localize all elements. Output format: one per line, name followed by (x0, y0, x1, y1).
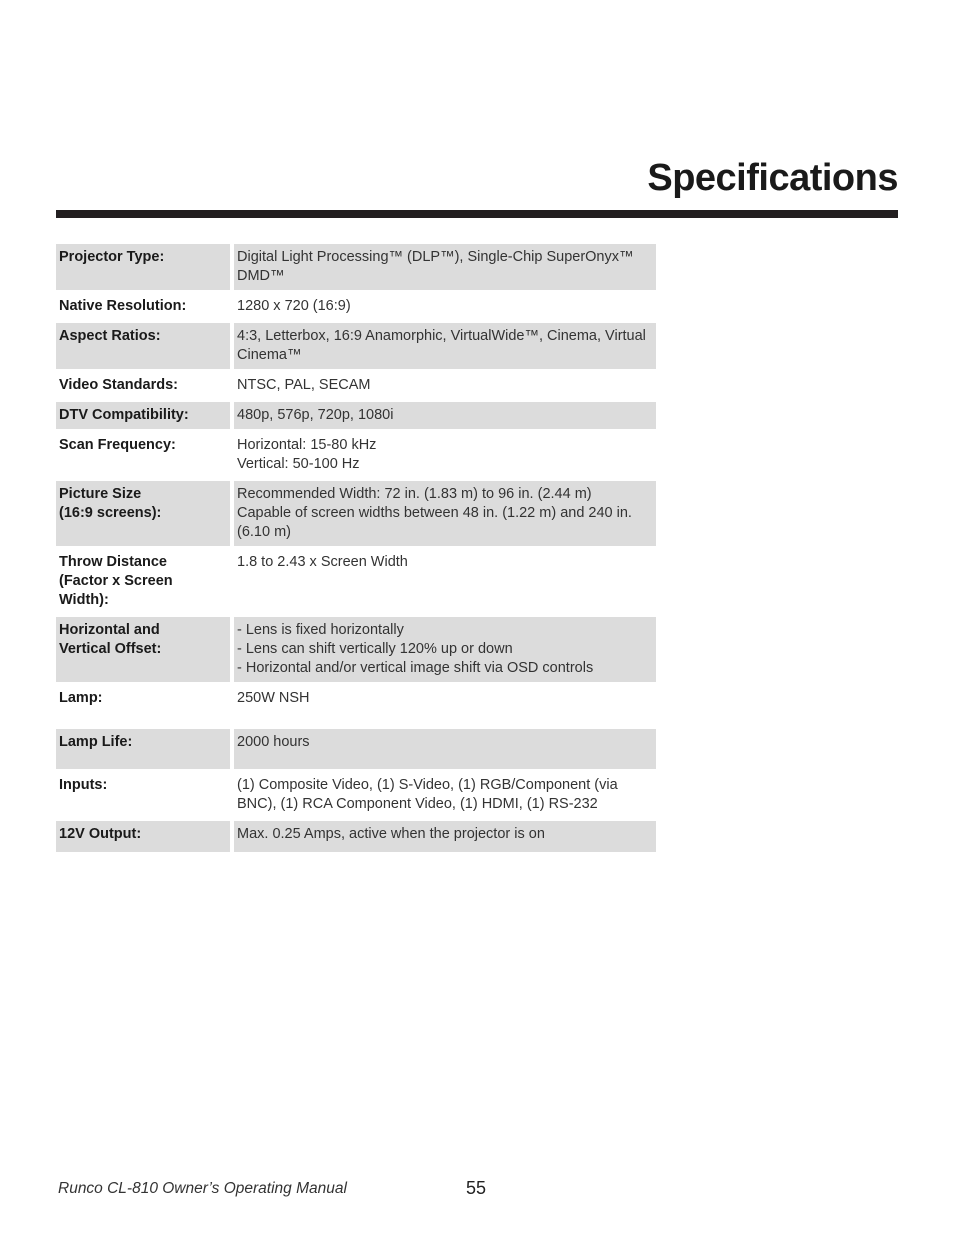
page-number: 55 (466, 1178, 487, 1198)
spec-label-line: (Factor x Screen (59, 573, 173, 589)
spec-value-line: - Lens is fixed horizontally (237, 622, 404, 638)
spec-label (56, 685, 230, 726)
spec-value (234, 729, 656, 769)
title-rule (56, 210, 898, 218)
spec-row-lamp-life (56, 729, 656, 772)
spec-label (56, 323, 230, 369)
spec-value (234, 685, 656, 726)
spec-row-inputs (56, 772, 656, 821)
spec-label (56, 402, 230, 429)
spec-label (56, 821, 230, 852)
spec-label (56, 372, 230, 399)
spec-label-line: Video Standards: (59, 377, 178, 393)
spec-label-line: 12V Output: (59, 826, 142, 842)
spec-value-line: Vertical: 50-100 Hz (237, 456, 360, 472)
spec-value-line: - Horizontal and/or vertical image shift via OSD controls (237, 660, 594, 676)
spec-table (56, 244, 656, 855)
spec-value (234, 402, 656, 429)
spec-value-line: (1) Composite Video, (1) S-Video, (1) RGB/Component (via BNC), (1) RCA Component Video, (1) HDMI, (1) RS-232 (237, 777, 618, 812)
spec-row-offset (56, 617, 656, 685)
spec-label (56, 244, 230, 290)
spec-label-line: Throw Distance (59, 554, 167, 570)
spec-value-line: 4:3, Letterbox, 16:9 Anamorphic, VirtualWide™, Cinema, Virtual Cinema™ (237, 328, 646, 363)
spec-value (234, 772, 656, 818)
spec-label-line: Vertical Offset: (59, 641, 162, 657)
page-title: Specifications (647, 157, 898, 199)
spec-label (56, 293, 230, 320)
spec-label-line: Horizontal and (59, 622, 160, 638)
spec-value-line: 1.8 to 2.43 x Screen Width (237, 554, 408, 570)
spec-value-line: Digital Light Processing™ (DLP™), Single-Chip SuperOnyx™ DMD™ (237, 249, 634, 284)
spec-label-line: Lamp Life: (59, 734, 133, 750)
spec-row-12v-output (56, 821, 656, 855)
spec-value (234, 372, 656, 399)
spec-label-line: Lamp: (59, 690, 103, 706)
spec-row-picture-size (56, 481, 656, 549)
spec-value (234, 293, 656, 320)
spec-row-throw-distance (56, 549, 656, 617)
spec-row-scan-frequency (56, 432, 656, 481)
spec-label-line: Scan Frequency: (59, 437, 176, 453)
spec-value-line: 1280 x 720 (16:9) (237, 298, 351, 314)
spec-label-line: DTV Compatibility: (59, 407, 189, 423)
spec-label-line: Width): (59, 592, 109, 608)
spec-label (56, 432, 230, 478)
spec-label-line: Inputs: (59, 777, 108, 793)
spec-label-line: Aspect Ratios: (59, 328, 161, 344)
spec-label (56, 617, 230, 682)
spec-value (234, 432, 656, 478)
spec-label (56, 729, 230, 769)
spec-label-line: Picture Size (59, 486, 142, 502)
spec-row-native-resolution (56, 293, 656, 323)
spec-value (234, 549, 656, 614)
spec-value-line: Max. 0.25 Amps, active when the projector is on (237, 826, 545, 842)
spec-row-video-standards (56, 372, 656, 402)
spec-value-line: Horizontal: 15-80 kHz (237, 437, 377, 453)
spec-label-line: (16:9 screens): (59, 505, 162, 521)
spec-label (56, 549, 230, 614)
spec-value (234, 821, 656, 852)
footer-manual-title: Runco CL-810 Owner’s Operating Manual (58, 1180, 347, 1197)
spec-row-lamp (56, 685, 656, 729)
spec-label-line: Native Resolution: (59, 298, 187, 314)
spec-value-line: Recommended Width: 72 in. (1.83 m) to 96 in. (2.44 m) (237, 486, 592, 502)
spec-value-line: 2000 hours (237, 734, 310, 750)
spec-value (234, 323, 656, 369)
spec-value (234, 617, 656, 682)
spec-value-line: - Lens can shift vertically 120% up or down (237, 641, 513, 657)
spec-label-line: Projector Type: (59, 249, 165, 265)
spec-label (56, 481, 230, 546)
spec-value-line: NTSC, PAL, SECAM (237, 377, 371, 393)
spec-value (234, 481, 656, 546)
spec-value-line: 250W NSH (237, 690, 310, 706)
spec-row-aspect-ratios (56, 323, 656, 372)
spec-row-dtv-compatibility (56, 402, 656, 432)
spec-row-projector-type (56, 244, 656, 293)
spec-label (56, 772, 230, 818)
spec-value-line: Capable of screen widths between 48 in. (1.22 m) and 240 in. (6.10 m) (237, 505, 632, 540)
spec-value (234, 244, 656, 290)
spec-value-line: 480p, 576p, 720p, 1080i (237, 407, 394, 423)
